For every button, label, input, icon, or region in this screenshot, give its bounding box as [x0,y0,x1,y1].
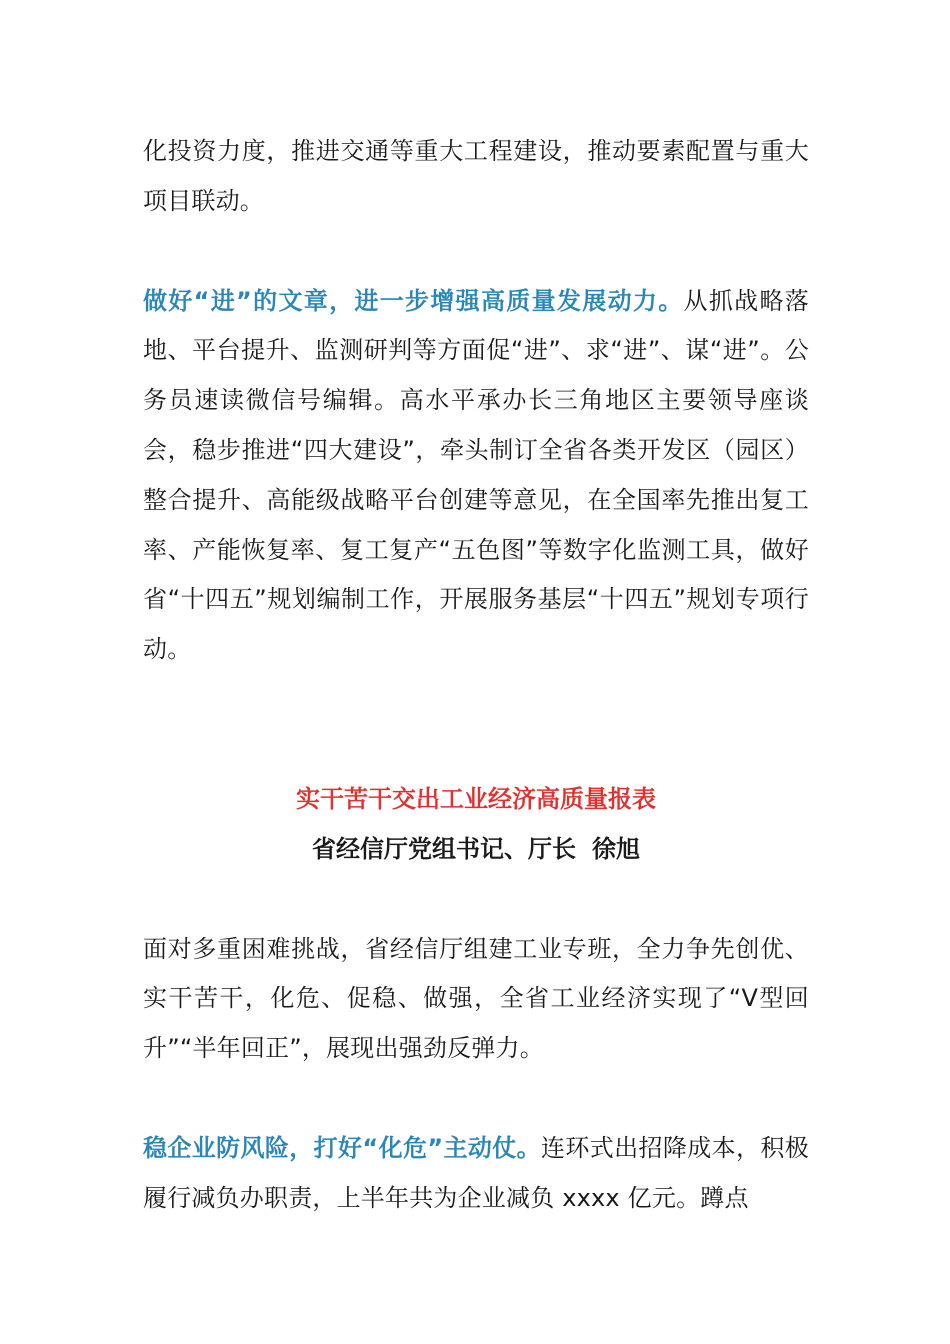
author-role: 省经信厅党组书记、厅长 [312,834,576,863]
author-name: 徐旭 [592,834,640,863]
paragraph-lead-heading: 稳企业防风险，打好“化危”主动仗。 [143,1133,541,1162]
article-author [143,825,809,875]
paragraph-body-text: 连环式出招降成本，积极履行减负办职责，上半年共为企业减负 xxxx 亿元。蹲点 [143,1133,809,1212]
paragraph-progress [143,277,809,675]
paragraph-body-text: 从抓战略落地、平台提升、监测研判等方面促“进”、求“进”、谋“进”。公务员速读微信号编辑。高水平承办长三角地区主要领导座谈会，稳步推进“四大建设”，牵头制订全省各类开发区（园区）整合提升、高能级战略平台创建等意见，在全国率先推出复工率、产能恢复率、复工复产“五色图”等数字化监测工具，做好省“十四五”规划编制工作，开展服务基层“十四五”规划专项行动。 [143,286,809,664]
paragraph-spacer [143,875,809,925]
paragraph-spacer [143,227,809,277]
paragraph-risk [143,1124,809,1224]
section-spacer [143,675,809,775]
article-title: 实干苦干交出工业经济高质量报表 [296,784,656,813]
paragraph-lead-heading: 做好“进”的文章，进一步增强高质量发展动力。 [143,286,684,315]
document-body [143,127,809,1224]
paragraph-intro: 面对多重困难挑战，省经信厅组建工业专班，全力争先创优、实干苦干，化危、促稳、做强，全省工业经济实现了“V型回升”“半年回正”，展现出强劲反弹力。 [143,934,809,1063]
paragraph-spacer [143,1074,809,1124]
paragraph-investment: 化投资力度，推进交通等重大工程建设，推动要素配置与重大项目联动。 [143,137,809,215]
